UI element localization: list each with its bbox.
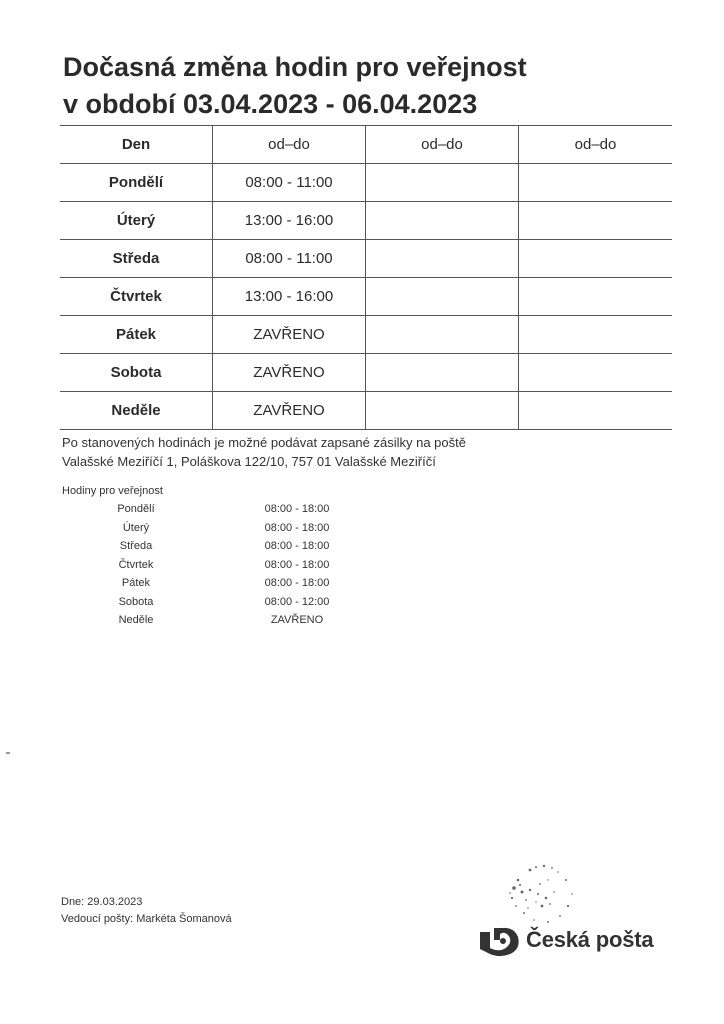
page-title: [63, 49, 527, 123]
time-cell: [366, 278, 519, 316]
table-row: [60, 392, 672, 430]
time-cell: ZAVŘENO: [213, 354, 366, 392]
list-item-day: Neděle: [118, 614, 154, 626]
list-item: [62, 500, 392, 519]
list-item-time: ZAVŘENO: [270, 614, 324, 626]
list-item-time: 08:00 - 18:00: [264, 577, 330, 589]
time-cell: [519, 278, 673, 316]
day-cell: Pondělí: [60, 164, 213, 202]
list-item-day: Sobota: [118, 595, 154, 608]
time-cell: 13:00 - 16:00: [213, 202, 366, 240]
table-row: [60, 164, 672, 202]
list-item-day: Středa: [119, 540, 153, 552]
time-cell: [366, 164, 519, 202]
list-item-time: 08:00 - 18:00: [264, 540, 330, 552]
posthorn-icon: [478, 923, 520, 957]
footer-manager: Vedoucí pošty: Markéta Šomanová: [61, 913, 232, 925]
header-from-to-2: od–do: [366, 126, 519, 164]
list-item: [62, 519, 392, 538]
time-cell: [519, 202, 673, 240]
table-row: [60, 202, 672, 240]
time-cell: ZAVŘENO: [213, 392, 366, 430]
time-cell: [519, 164, 673, 202]
day-cell: Středa: [60, 240, 213, 278]
day-cell: Úterý: [60, 202, 213, 240]
document-footer: [61, 894, 232, 928]
time-cell: [366, 316, 519, 354]
time-cell: [366, 392, 519, 430]
table-row: [60, 354, 672, 392]
note-line-1: Po stanovených hodinách je možné podávat zapsané zásilky na poště: [62, 435, 466, 450]
alternative-post-office-note: [62, 433, 542, 471]
logo-text: Česká pošta: [526, 927, 654, 952]
scan-speck: [6, 752, 10, 754]
day-cell: Sobota: [60, 354, 213, 392]
time-cell: 08:00 - 11:00: [213, 240, 366, 278]
table-row: [60, 278, 672, 316]
day-cell: Čtvrtek: [60, 278, 213, 316]
time-cell: ZAVŘENO: [213, 316, 366, 354]
day-cell: Pátek: [60, 316, 213, 354]
title-line-1: Dočasná změna hodin pro veřejnost: [63, 52, 527, 82]
time-cell: [366, 240, 519, 278]
time-cell: [519, 316, 673, 354]
list-item-day: Úterý: [122, 521, 150, 534]
time-cell: [519, 392, 673, 430]
header-from-to-1: od–do: [213, 126, 366, 164]
time-cell: 08:00 - 11:00: [213, 164, 366, 202]
list-item-time: 08:00 - 12:00: [264, 595, 330, 608]
time-cell: [519, 240, 673, 278]
list-item: [62, 537, 392, 556]
ceska-posta-logo: [478, 922, 653, 958]
time-cell: [366, 354, 519, 392]
public-hours-list: [62, 482, 392, 630]
title-line-2: v období 03.04.2023 - 06.04.2023: [63, 89, 478, 119]
table-row: [60, 240, 672, 278]
table-header-row: [60, 126, 672, 164]
public-hours-heading: Hodiny pro veřejnost: [62, 485, 163, 497]
note-line-2: Valašské Meziříčí 1, Poláškova 122/10, 757 01 Valašské Meziříčí: [62, 454, 436, 469]
list-item-time: 08:00 - 18:00: [264, 521, 330, 534]
time-cell: [519, 354, 673, 392]
time-cell: 13:00 - 16:00: [213, 278, 366, 316]
header-day: Den: [60, 126, 213, 164]
time-cell: [366, 202, 519, 240]
list-item-day: Čtvrtek: [118, 558, 154, 571]
list-item: [62, 593, 392, 612]
list-item: [62, 556, 392, 575]
hours-table: [60, 125, 672, 430]
footer-date: Dne: 29.03.2023: [61, 896, 143, 908]
list-item: [62, 574, 392, 593]
list-item-time: 08:00 - 18:00: [264, 558, 330, 571]
header-from-to-3: od–do: [519, 126, 673, 164]
table-row: [60, 316, 672, 354]
list-item-time: 08:00 - 18:00: [264, 503, 330, 515]
day-cell: Neděle: [60, 392, 213, 430]
list-item-day: Pátek: [121, 577, 151, 589]
list-item-day: Pondělí: [117, 503, 155, 515]
list-item: [62, 611, 392, 630]
